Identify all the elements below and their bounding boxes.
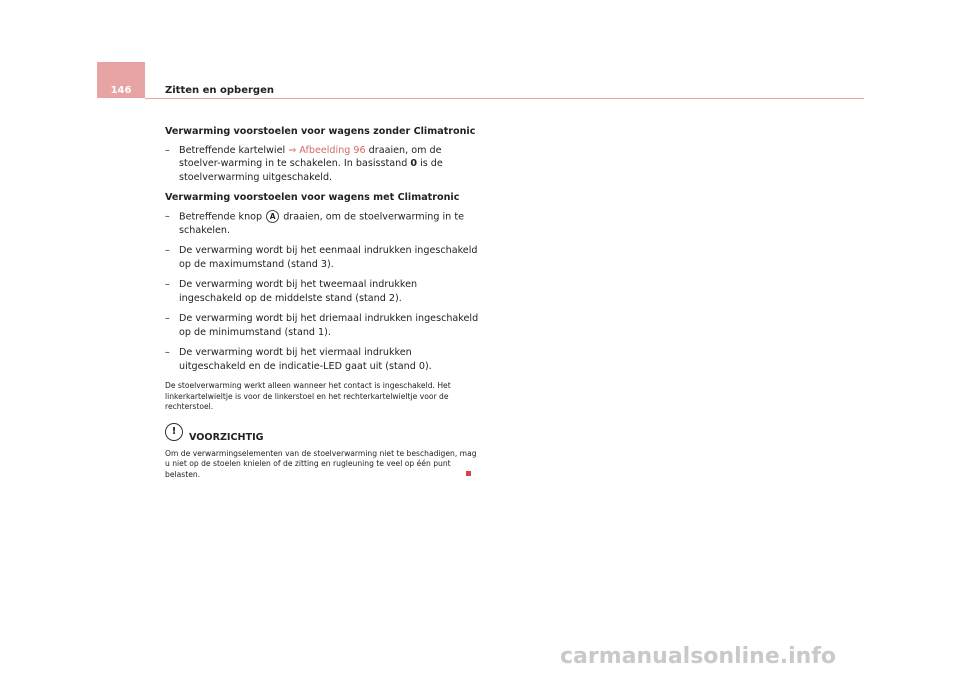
list-item [165,346,480,373]
note-text: De stoelverwarming werkt alleen wanneer het contact is ingeschakeld. Het linkerkartelwieltje is voor de linkerstoel en het rechterkartelwieltje voor de rechterstoel. [165,381,451,411]
item-text: De verwarming wordt bij het driemaal indrukken ingeschakeld op de minimumstand (stand 1). [179,313,479,338]
item-text: Betreffende kartelwiel [179,144,289,156]
running-title: Zitten en opbergen [165,85,274,96]
item-text: is de stoelverwarming uitgeschakeld. [179,158,443,183]
dash-marker: – [165,210,170,222]
page-content [165,125,480,480]
item-text: De verwarming wordt bij het viermaal indrukken uitgeschakeld en de indicatie-LED gaat uit (stand 0). [179,347,432,372]
list-item [165,278,480,305]
warning-title: VOORZICHTIG [189,432,264,443]
list-item [165,312,480,339]
page-number: 146 [110,85,132,96]
dash-marker: – [165,279,170,290]
item-text: De verwarming wordt bij het tweemaal indrukken ingeschakeld op de middelste stand (stand 2). [179,279,418,304]
watermark: carmanualsonline.info [560,644,836,669]
list-item [165,144,480,185]
bold-value: 0 [410,158,418,169]
section-heading-with-climatronic: Verwarming voorstoelen voor wagens met Climatronic [165,192,460,203]
figure-reference-link[interactable]: ⇒ Afbeelding 96 [288,144,366,156]
section-end-marker [466,471,471,476]
callout-label-a: A [266,210,279,223]
list-item [165,210,480,238]
item-text: De verwarming wordt bij het eenmaal indrukken ingeschakeld op de maximumstand (stand 3). [179,245,478,270]
warning-header [165,427,480,445]
dash-marker: – [165,313,170,324]
list-item [165,244,480,271]
warning-text: Om de verwarmingselementen van de stoelverwarming niet te beschadigen, mag u niet op de stoelen knielen of de zitting en rugleuning te veel op één punt belasten. [165,448,477,479]
exclamation-icon: ! [165,423,183,441]
section-heading-without-climatronic: Verwarming voorstoelen voor wagens zonder Climatronic [165,126,476,137]
dash-marker: – [165,144,170,156]
dash-marker: – [165,245,170,256]
item-text: draaien, om de stoelver-warming in te schakelen. In basisstand [179,144,442,169]
header-rule [145,98,864,99]
item-text: Betreffende knop [179,211,266,222]
dash-marker: – [165,347,170,358]
item-text: draaien, om de stoelverwarming in te schakelen. [179,211,464,236]
